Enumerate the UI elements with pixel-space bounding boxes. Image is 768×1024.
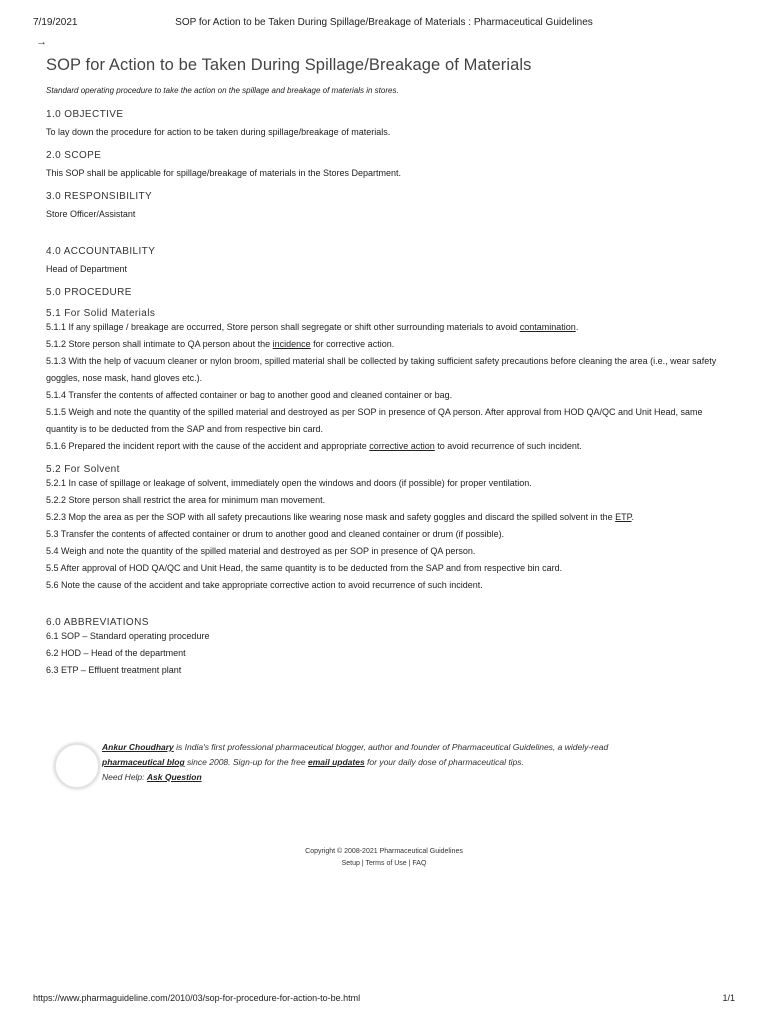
print-page-title: SOP for Action to be Taken During Spillage/Breakage of Materials : Pharmaceutical Guidelines <box>175 17 593 28</box>
author-name-link[interactable]: Ankur Choudhary <box>102 742 174 752</box>
copyright-text: Copyright © 2008-2021 Pharmaceutical Guidelines <box>305 848 463 855</box>
avatar <box>55 744 99 788</box>
section-abbreviations <box>46 617 718 679</box>
arrow-right-icon[interactable]: → <box>36 36 47 48</box>
section-scope <box>46 150 718 182</box>
terms-of-use-link[interactable]: Terms of Use <box>365 860 407 867</box>
article <box>46 56 718 688</box>
page-title: SOP for Action to be Taken During Spillage/Breakage of Materials <box>46 56 532 74</box>
etp-link[interactable]: ETP <box>615 512 632 522</box>
procedure-heading: 5.0 PROCEDURE <box>46 287 132 298</box>
accountability-heading: 4.0 ACCOUNTABILITY <box>46 246 156 257</box>
responsibility-text: Store Officer/Assistant <box>46 209 136 219</box>
step-5-2-2: 5.2.2 Store person shall restrict the area for minimum man movement. <box>46 495 326 505</box>
step-5-1-2: 5.1.2 Store person shall intimate to QA person about the incidence for corrective action. <box>46 339 395 349</box>
objective-heading: 1.0 OBJECTIVE <box>46 109 124 120</box>
pharmaceutical-blog-link[interactable]: pharmaceutical blog <box>102 757 185 767</box>
incidence-link[interactable]: incidence <box>272 339 311 349</box>
print-url: https://www.pharmaguideline.com/2010/03/sop-for-procedure-for-action-to-be.html <box>33 993 361 1003</box>
article-subtitle: Standard operating procedure to take the action on the spillage and breakage of materials in stores. <box>46 86 399 95</box>
abbreviation-item: 6.1 SOP – Standard operating procedure <box>46 631 210 641</box>
step-5-1-5: 5.1.5 Weigh and note the quantity of the spilled material and destroyed as per SOP in presence of QA person. After approval from HOD QA/QC and Unit Head, same quantity is to be deducted from the SAP and from respective bin card. <box>46 407 703 434</box>
step-5-1-3: 5.1.3 With the help of vacuum cleaner or nylon broom, spilled material shall be collected by taking sufficient safety precautions before cleaning the area (i.e., wear safety goggles, nose mask, hand gloves etc.). <box>46 356 717 383</box>
step-5-1-1: 5.1.1 If any spillage / breakage are occurred, Store person shall segregate or shift other surrounding materials to avoid contamination. <box>46 322 579 332</box>
step-5-3: 5.3 Transfer the contents of affected container or drum to another good and cleaned container or drum (if possible). <box>46 529 505 539</box>
abbreviations-heading: 6.0 ABBREVIATIONS <box>46 617 149 628</box>
solid-materials-heading: 5.1 For Solid Materials <box>46 308 156 319</box>
ask-question-link[interactable]: Ask Question <box>146 772 202 782</box>
step-5-1-6: 5.1.6 Prepared the incident report with the cause of the accident and appropriate corrective action to avoid recurrence of such incident. <box>46 441 582 451</box>
step-5-2-1: 5.2.1 In case of spillage or leakage of solvent, immediately open the windows and doors (if possible) for proper ventilation. <box>46 478 532 488</box>
faq-link[interactable]: FAQ <box>412 860 427 867</box>
subsection-solvent <box>46 464 718 594</box>
author-box <box>55 740 715 788</box>
step-5-2-3: 5.2.3 Mop the area as per the SOP with all safety precautions like wearing nose mask and safety goggles and discard the spilled solvent in the ETP. <box>46 512 635 522</box>
setup-link[interactable]: Setup <box>341 860 360 867</box>
responsibility-heading: 3.0 RESPONSIBILITY <box>46 191 153 202</box>
section-responsibility <box>46 191 718 223</box>
scope-text: This SOP shall be applicable for spillage/breakage of materials in the Stores Department. <box>46 168 402 178</box>
print-date: 7/19/2021 <box>33 17 78 28</box>
email-updates-link[interactable]: email updates <box>308 757 365 767</box>
step-5-5: 5.5 After approval of HOD QA/QC and Unit Head, the same quantity is to be deducted from the SAP and from respective bin card. <box>46 563 563 573</box>
author-bio: Ankur Choudhary is India's first professional pharmaceutical blogger, author and founder of Pharmaceutical Guidelines, a widely-read pharmaceutical blog since 2008. Sign-up for the free email updates for your daily dose of pharmaceutical tips. Need Help: Ask Question <box>102 742 609 782</box>
contamination-link[interactable]: contamination <box>519 322 576 332</box>
step-5-6: 5.6 Note the cause of the accident and take appropriate corrective action to avoid recurrence of such incident. <box>46 580 483 590</box>
section-objective <box>46 109 718 141</box>
step-5-4: 5.4 Weigh and note the quantity of the spilled material and destroyed as per SOP in presence of QA person. <box>46 546 476 556</box>
accountability-text: Head of Department <box>46 264 128 274</box>
section-accountability <box>46 246 718 278</box>
objective-text: To lay down the procedure for action to be taken during spillage/breakage of materials. <box>46 127 391 137</box>
step-5-1-4: 5.1.4 Transfer the contents of affected container or bag to another good and cleaned container or bag. <box>46 390 453 400</box>
print-header <box>33 17 735 31</box>
solvent-heading: 5.2 For Solvent <box>46 464 120 475</box>
corrective-action-link[interactable]: corrective action <box>369 441 435 451</box>
site-footer <box>0 846 768 870</box>
abbreviation-item: 6.2 HOD – Head of the department <box>46 648 186 658</box>
subsection-solid-materials <box>46 308 718 455</box>
page-number: 1/1 <box>722 993 735 1003</box>
abbreviation-item: 6.3 ETP – Effluent treatment plant <box>46 665 182 675</box>
section-procedure <box>46 287 718 594</box>
footer-links: Setup | Terms of Use | FAQ <box>341 860 427 867</box>
scope-heading: 2.0 SCOPE <box>46 150 102 161</box>
